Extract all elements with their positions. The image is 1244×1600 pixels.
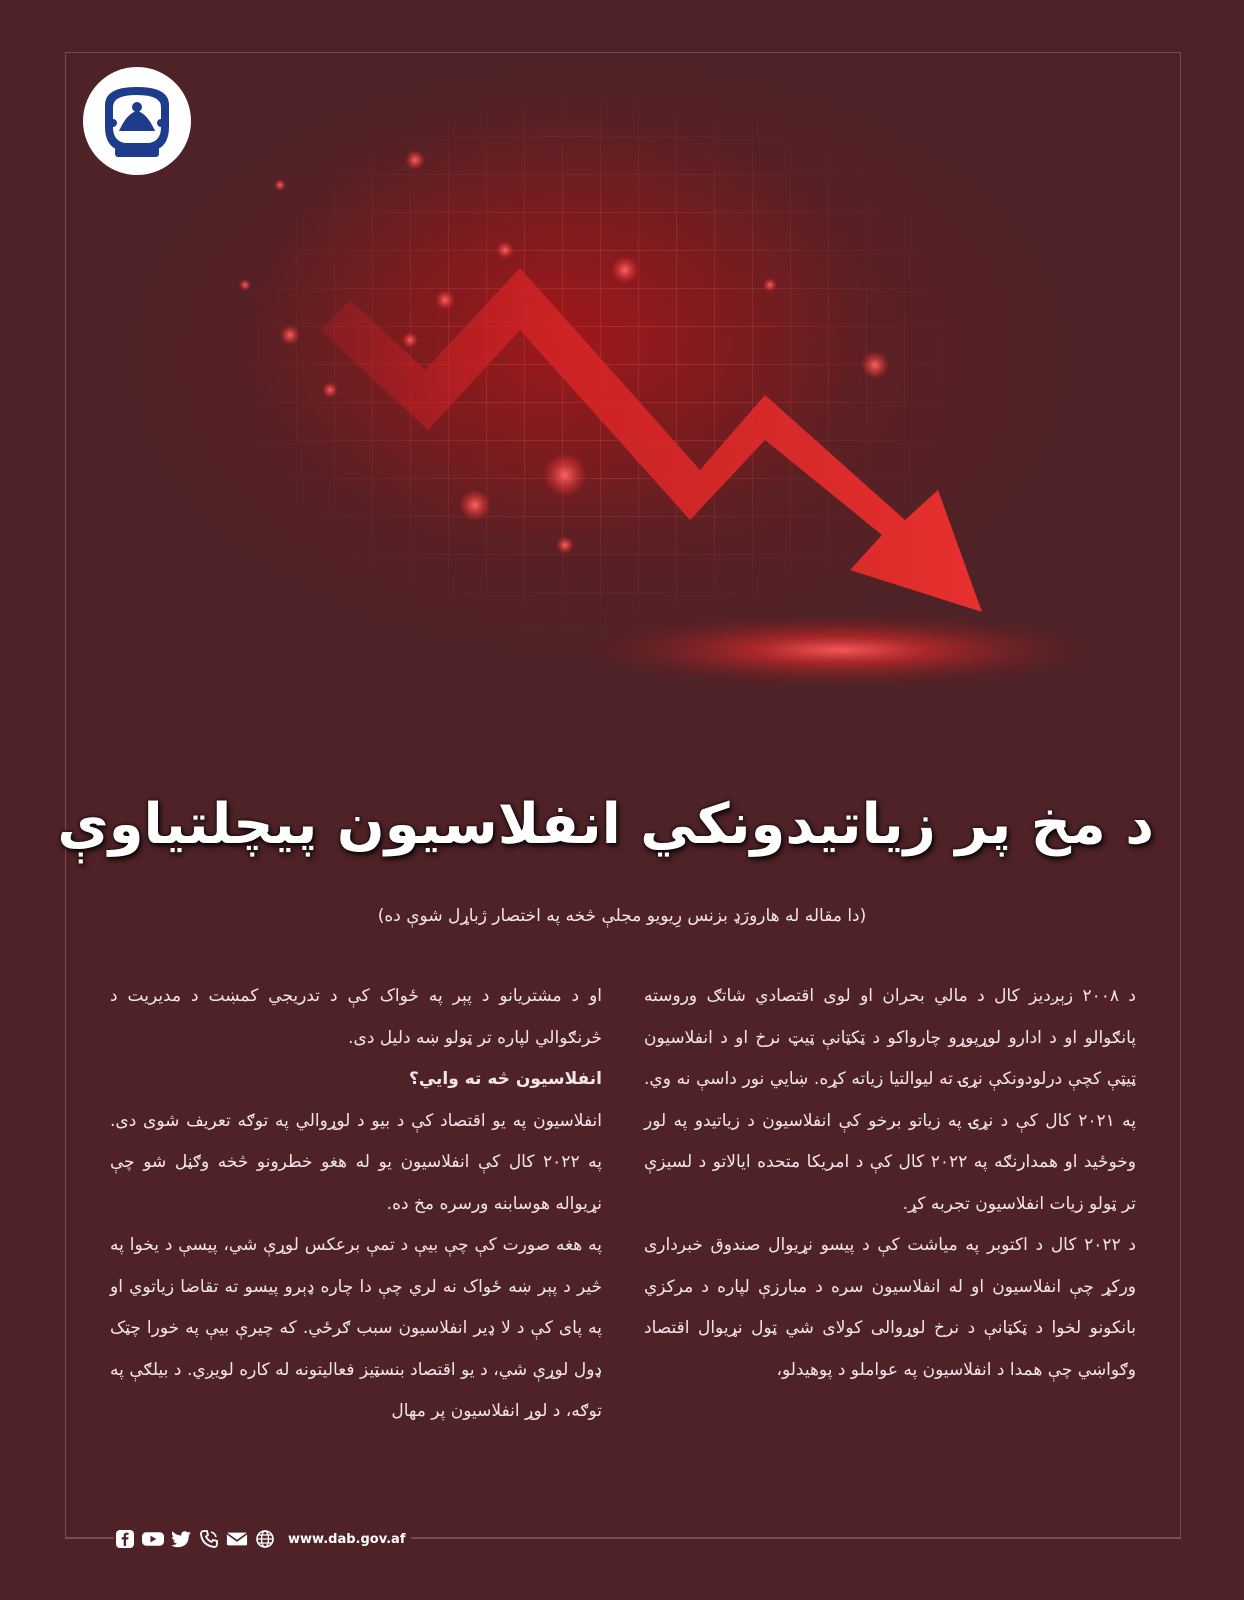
bank-logo (83, 67, 191, 175)
facebook-icon[interactable] (114, 1528, 136, 1550)
paragraph: د ۲۰۰۸ زېږدیز کال د مالي بحران او لوی اقتصادي شاتګ وروسته پانګوالو او د ادارو لوړپوړو چارواکو د ټکټانې ټیټ نرخ او د انفلاسیون ټیټې کچې درلودونکې نړۍ ته لیوالتیا زیاته کړه. ښایي نور داسې نه وي. په ۲۰۲۱ کال کې د نړۍ په زیاتو برخو کې انفلاسیون د زیاتیدو په لور وخوځید او همدارنګه په ۲۰۲۲ کال کې د امریکا متحده ایالاتو د لسیزې تر ټولو زیات انفلاسیون تجربه کړ. (644, 986, 1136, 1214)
right-column (644, 976, 1136, 1391)
article-subtitle: (دا مقاله له هارورَډ بزنس رِیویو مجلې څخه په اختصار ژباړل شوې ده) (377, 906, 867, 926)
website-link[interactable]: www.dab.gov.af (288, 1531, 406, 1547)
article-title: د مخ پر زیاتیدونکي انفلاسیون پیچلتیاوې (57, 792, 1154, 857)
paragraph: په هغه صورت کې چې بیې د تمې برعکس لوړې شي، پیسې د یخوا په څیر د پېر ښه ځواک نه لري چې دا چاره ډېرو پیسو ته تقاضا زیاتوي او په پای کې د لا ډیر انفلاسیون سبب ګرځي. که چیرې بیې په خورا چټک ډول لوړې شي، د یو اقتصاد بنسټیز فعالیتونه له کاره لویږي. د بیلګې په توګه، د لوړ انفلاسیون پر مهال (110, 1235, 602, 1421)
twitter-icon[interactable] (170, 1528, 192, 1550)
youtube-icon[interactable] (142, 1528, 164, 1550)
left-column (110, 976, 602, 1433)
paragraph: او د مشتریانو د پېر په ځواک کې د تدریجي کمښت د مدیریت د څرنګوالي لپاره تر ټولو ښه دلیل دی. (110, 986, 602, 1048)
section-heading: انفلاسیون څه ته وايي؟ (408, 1069, 602, 1089)
paragraph: انفلاسیون په یو اقتصاد کې د بیو د لوړوالي په توګه تعریف شوی دی. په ۲۰۲۲ کال کې انفلاسیون یو له هغو خطرونو څخه وګڼل شو چې نړیواله هوسابنه ورسره مخ ده. (110, 1110, 603, 1214)
paragraph: د ۲۰۲۲ کال د اکتوبر په میاشت کې د پیسو نړیوال صندوق خبرداری ورکړ چې انفلاسیون او له انفلاسیون سره د مبارزې لپاره د مرکزي بانکونو لخوا د ټکټانې د نرخ لوړوالی کولای شي ټول نړیوال اقتصاد وګواښي چې همدا د انفلاسیون په عواملو د پوهیدلو، (644, 1235, 1136, 1380)
globe-icon[interactable] (254, 1528, 276, 1550)
phone-icon[interactable] (198, 1528, 220, 1550)
email-icon[interactable] (226, 1528, 248, 1550)
footer (114, 1526, 411, 1552)
bank-seal-icon (83, 67, 191, 175)
